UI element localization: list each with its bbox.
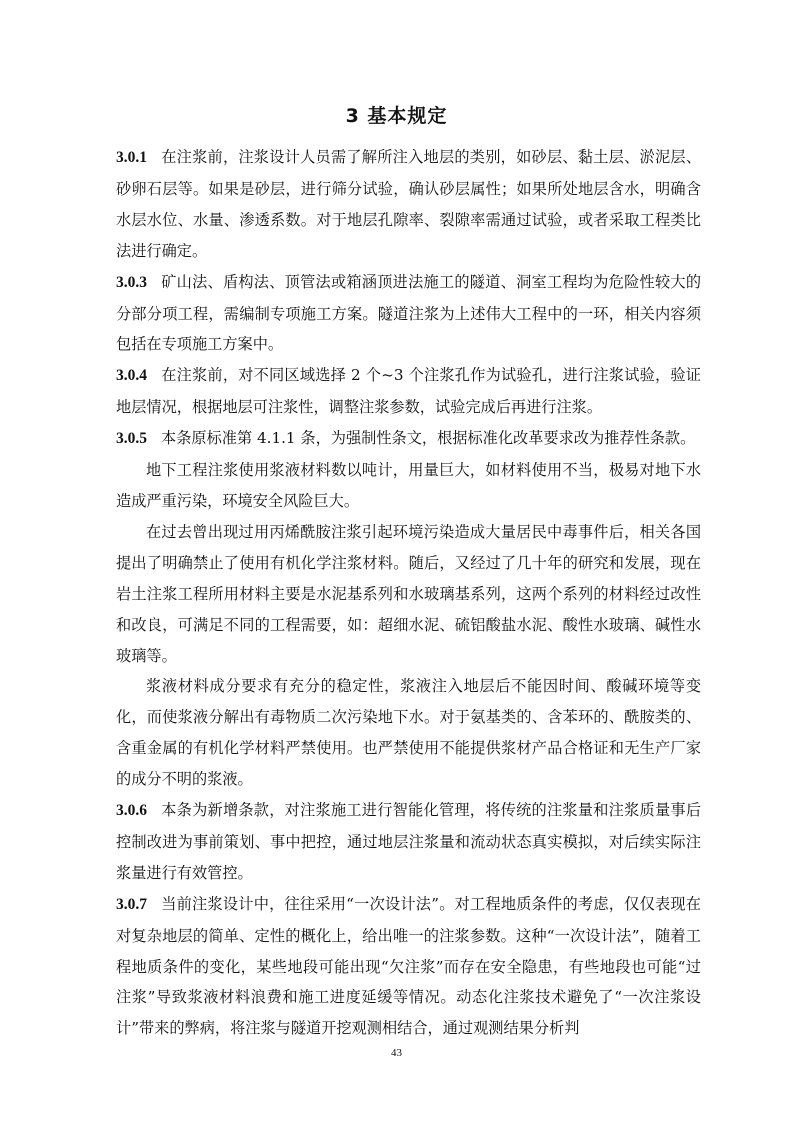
clause-paragraph: 地下工程注浆使用浆液材料数以吨计，用量巨大，如材料使用不当，极易对地下水造成严重污染，环境安全风险巨大。 [116, 461, 701, 510]
clause-3-0-1 [116, 142, 701, 267]
clause-number: 3.0.3 [116, 273, 147, 291]
document-body [116, 142, 701, 1044]
section-heading: 3 基本规定 [345, 105, 448, 127]
clause-3-0-4 [116, 360, 701, 423]
clause-number: 3.0.1 [116, 149, 147, 166]
clause-3-0-3 [116, 267, 701, 361]
clause-paragraph: 在过去曾出现过用丙烯酰胺注浆引起环境污染造成大量居民中毒事件后，相关各国提出了明确禁止了使用有机化学注浆材料。随后，又经过了几十年的研究和发展，现在岩土注浆工程所用材料主要是水泥基系列和水玻璃基系列，这两个系列的材料经过改性和改良，可满足不同的工程需要，如：超细水泥、硫铝酸盐水泥、酸性水玻璃、碱性水玻璃等。 [116, 522, 701, 665]
clause-text: 矿山法、盾构法、顶管法或箱涵顶进法施工的隧道、洞室工程均为危险性较大的分部分项工程，需编制专项施工方案。隧道注浆为上述伟大工程中的一环，相关内容须包括在专项施工方案中。 [116, 272, 701, 354]
clause-text: 在注浆前，对不同区域选择 2 个~3 个注浆孔作为试验孔，进行注浆试验，验证地层情况，根据地层可注浆性，调整注浆参数，试验完成后再进行注浆。 [116, 366, 701, 417]
page-number: 43 [391, 1047, 402, 1059]
clause-text: 本条原标准第 4.1.1 条，为强制性条文，根据标准化改革要求改为推荐性条款。 [161, 429, 696, 448]
clause-3-0-5 [116, 423, 701, 455]
clause-number: 3.0.4 [116, 367, 147, 385]
clause-text: 在注浆前，注浆设计人员需了解所注入地层的类别，如砂层、黏土层、淤泥层、砂卵石层等。如果是砂层，进行筛分试验，确认砂层属性；如果所处地层含水，明确含水层水位、水量、渗透系数。对于地层孔隙率、裂隙率需通过试验，或者采取工程类比法进行确定。 [116, 148, 701, 260]
clause-number: 3.0.5 [116, 430, 147, 448]
clause-text: 当前注浆设计中，往往采用“一次设计法”。对工程地质条件的考虑，仅仅表现在对复杂地层的简单、定性的概化上，给出唯一的注浆参数。这种“一次设计法”，随着工程地质条件的变化，某些地段可能出现“欠注浆”而存在安全隐患，有些地段也可能“过注浆”导致浆液材料浪费和施工进度延缓等情况。动态化注浆技术避免了“一次注浆设计”带来的弊病，将注浆与隧道开挖观测相结合，通过观测结果分析判 [116, 894, 701, 1038]
clause-number: 3.0.7 [116, 895, 147, 913]
clause-3-0-7 [116, 889, 701, 1045]
clause-paragraph: 浆液材料成分要求有充分的稳定性，浆液注入地层后不能因时间、酸碱环境等变化，而使浆液分解出有毒物质二次污染地下水。对于氨基类的、含苯环的、酰胺类的、含重金属的有机化学材料严禁使用。也严禁使用不能提供浆材产品合格证和无生产厂家的成分不明的浆液。 [116, 677, 701, 789]
clause-number: 3.0.6 [116, 802, 147, 820]
clause-text: 本条为新增条款，对注浆施工进行智能化管理，将传统的注浆量和注浆质量事后控制改进为事前策划、事中把控，通过地层注浆量和流动状态真实模拟，对后续实际注浆量进行有效管控。 [116, 801, 701, 882]
clause-3-0-6 [116, 795, 701, 889]
